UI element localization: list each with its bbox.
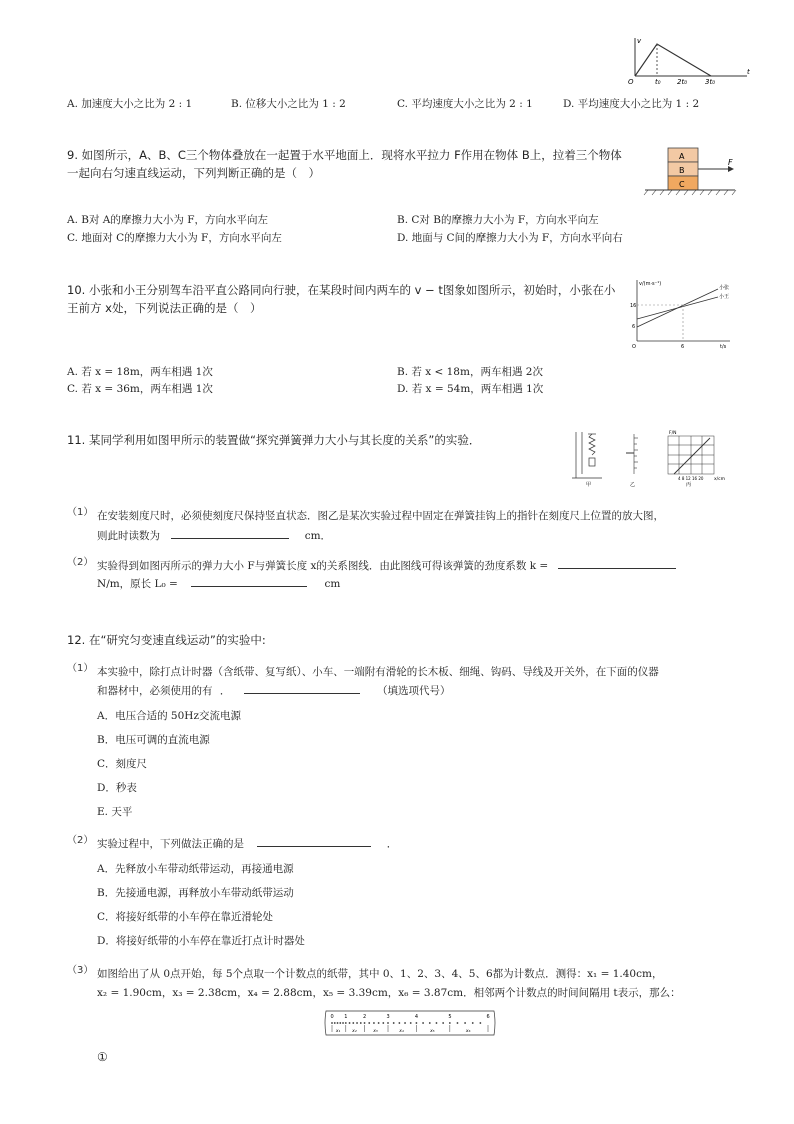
q9-option-b[interactable]: B. C对 B的摩擦力大小为 F，方向水平向左 bbox=[397, 214, 599, 226]
q10-xlabel: t/s bbox=[720, 344, 727, 350]
q12-sub2-option-d[interactable]: D．将接好纸带的小车停在靠近打点计时器处 bbox=[97, 935, 305, 947]
q8-axis-t: t bbox=[747, 68, 750, 76]
q11-sub1-number: （1） bbox=[67, 507, 94, 518]
q11-fn-label: F/N bbox=[669, 431, 677, 436]
q12-paper-tape bbox=[322, 1007, 498, 1039]
q12-sub1-number: （1） bbox=[67, 663, 94, 674]
tape-dot bbox=[339, 1022, 341, 1024]
tape-dot bbox=[334, 1022, 336, 1024]
q9-label-b: B bbox=[679, 166, 685, 175]
q11-stem: 11. 某同学利用如图甲所示的装置做“探究弹簧弹力大小与其长度的关系”的实验． bbox=[67, 433, 481, 447]
q8-tick1: t₀ bbox=[655, 78, 661, 84]
q11-k-answer-blank[interactable] bbox=[558, 556, 676, 569]
q12-sub2-option-a[interactable]: A．先释放小车带动纸带运动，再接通电源 bbox=[97, 863, 294, 875]
q12-sub3-line2: x₂ = 1.90cm，x₃ = 2.38cm，x₄ = 2.88cm，x₅ = 3.39cm，x₆ = 3.87cm．相邻两个计数点的时间间隔用 t表示，那么： bbox=[97, 987, 681, 999]
q10-line-xiaowang bbox=[637, 297, 718, 319]
tape-dot bbox=[345, 1022, 347, 1024]
q8-tick3: 3t₀ bbox=[705, 78, 716, 84]
q9-ground-hatch bbox=[644, 190, 736, 195]
q10-option-c[interactable]: C. 若 x = 36m，两车相遇 1次 bbox=[67, 383, 213, 395]
q9-option-c[interactable]: C. 地面对 C的摩擦力大小为 F，方向水平向左 bbox=[67, 232, 282, 244]
q12-sub1-line1: 本实验中，除打点计时器（含纸带、复写纸）、小车、一端附有滑轮的长木板、细绳、钩码、导线及开关外，在下面的仪器 bbox=[97, 666, 659, 678]
q9-blocks-figure bbox=[640, 145, 740, 200]
q12-sub3-number: （3） bbox=[67, 965, 94, 976]
tape-interval-label: x₂ bbox=[352, 1029, 357, 1034]
q12-sub2-answer-blank[interactable] bbox=[257, 834, 371, 847]
q11-sub2-line1 bbox=[97, 556, 676, 576]
q12-sub2-line: 实验过程中，下列做法正确的是 ． bbox=[97, 834, 397, 854]
tape-dot bbox=[429, 1022, 431, 1024]
q10-stem-line2: 王前方 x处，下列说法正确的是（ ） bbox=[67, 301, 262, 315]
q11-sub2-text: 实验得到如图丙所示的弹力大小 F与弹簧长度 x的关系图线．由此图线可得该弹簧的劲度系数 k = bbox=[97, 560, 549, 572]
tape-interval-label: x₄ bbox=[399, 1029, 404, 1034]
q11-label-yi: 乙 bbox=[630, 482, 636, 488]
q11-l0-answer-blank[interactable] bbox=[191, 574, 307, 587]
q10-ytick-16: 16 bbox=[630, 303, 637, 309]
q9-stem-line2: 一起向右匀速直线运动，下列判断正确的是（ ） bbox=[67, 166, 320, 180]
tape-dot bbox=[442, 1022, 444, 1024]
q10-option-a[interactable]: A. 若 x = 18m，两车相遇 1次 bbox=[67, 366, 213, 378]
q9-force-label: F bbox=[728, 158, 733, 167]
q12-sub1-option-a[interactable]: A．电压合适的 50Hz交流电源 bbox=[97, 710, 241, 722]
tape-dot bbox=[364, 1022, 366, 1024]
q11-sub1-unit: cm． bbox=[304, 530, 332, 542]
q10-origin: O bbox=[632, 344, 636, 350]
q12-sub1-text: 和器材中，必须使用的有 bbox=[97, 685, 213, 697]
tape-dot bbox=[410, 1022, 412, 1024]
q12-sub1-line2: 和器材中，必须使用的有 ． （填选项代号） bbox=[97, 681, 451, 701]
q11-label-jia: 甲 bbox=[586, 482, 592, 488]
tape-dot bbox=[356, 1022, 358, 1024]
tape-count-label: 0 bbox=[330, 1014, 334, 1020]
q10-legend-zhang: 小张 bbox=[719, 285, 730, 291]
q12-circled-one: ① bbox=[97, 1050, 108, 1064]
tape-interval-label: x₅ bbox=[430, 1029, 435, 1034]
q12-sub2-option-c[interactable]: C．将接好纸带的小车停在靠近滑轮处 bbox=[97, 911, 274, 923]
tape-interval-label: x₃ bbox=[373, 1029, 378, 1034]
q10-option-b[interactable]: B. 若 x < 18m，两车相遇 2次 bbox=[397, 366, 543, 378]
q10-stem-line1: 10. 小张和小王分别驾车沿平直公路同向行驶，在某段时间内两车的 v − t图象如图所示，初始时，小张在小 bbox=[67, 283, 616, 297]
q10-xtick-6: 6 bbox=[681, 344, 685, 350]
tape-dot bbox=[382, 1022, 384, 1024]
q8-vt-line bbox=[635, 44, 711, 76]
q11-sub2-unit: cm bbox=[324, 578, 341, 590]
q10-ylabel: v/(m·s⁻¹) bbox=[639, 281, 662, 287]
tape-dot bbox=[342, 1022, 344, 1024]
q8-origin: O bbox=[628, 78, 634, 84]
q8-vt-graph bbox=[625, 34, 755, 84]
tape-dot bbox=[352, 1022, 354, 1024]
q11-sub1-line1: 在安装刻度尺时，必须使刻度尺保持竖直状态．图乙是某次实验过程中固定在弹簧挂钩上的指针在刻度尺上位置的放大图， bbox=[97, 510, 664, 522]
q11-ruler-yi bbox=[626, 434, 638, 474]
tape-dot bbox=[387, 1022, 389, 1024]
q10-option-d[interactable]: D. 若 x = 54m，两车相遇 1次 bbox=[397, 383, 544, 395]
tape-dot bbox=[464, 1022, 466, 1024]
q11-xticks: 4 8 12 16 20 bbox=[678, 476, 704, 481]
q9-option-a[interactable]: A. B对 A的摩擦力大小为 F，方向水平向左 bbox=[67, 214, 269, 226]
q11-sub2-line2 bbox=[97, 574, 340, 594]
q12-sub1-option-d[interactable]: D．秒表 bbox=[97, 782, 137, 794]
q9-stem-line1: 9. 如图所示，A、B、C三个物体叠放在一起置于水平地面上．现将水平拉力 F作用在物体 B上，拉着三个物体 bbox=[67, 148, 622, 162]
q8-option-d[interactable]: D. 平均速度大小之比为 1 : 2 bbox=[563, 98, 700, 110]
q9-label-c: C bbox=[679, 180, 685, 189]
tape-dot bbox=[398, 1022, 400, 1024]
q9-option-d[interactable]: D. 地面与 C间的摩擦力大小为 F，方向水平向右 bbox=[397, 232, 623, 244]
q11-sub1-answer-blank[interactable] bbox=[171, 526, 289, 539]
q10-legend-wang: 小王 bbox=[719, 294, 730, 300]
tape-dot bbox=[404, 1022, 406, 1024]
q11-label-bing: 丙 bbox=[686, 482, 692, 488]
q12-sub1-answer-blank[interactable] bbox=[244, 681, 360, 694]
q11-figures bbox=[568, 428, 736, 488]
q12-sub2-number: （2） bbox=[67, 835, 94, 846]
q11-sub1-text: 则此时读数为 bbox=[97, 530, 160, 542]
tape-dot bbox=[449, 1022, 451, 1024]
tape-dot bbox=[378, 1022, 380, 1024]
tape-dot bbox=[422, 1022, 424, 1024]
tape-dot bbox=[331, 1022, 333, 1024]
q8-tick2: 2t₀ bbox=[677, 78, 688, 84]
q12-sub2-option-b[interactable]: B．先接通电源，再释放小车带动纸带运动 bbox=[97, 887, 294, 899]
q12-sub1-hint: （填选项代号） bbox=[377, 685, 451, 697]
q11-apparatus-jia bbox=[572, 432, 602, 478]
tape-dot bbox=[393, 1022, 395, 1024]
tape-dot bbox=[479, 1022, 481, 1024]
tape-dot bbox=[349, 1022, 351, 1024]
q8-option-a[interactable]: A. 加速度大小之比为 2 : 1 bbox=[67, 98, 193, 110]
tape-dot bbox=[472, 1022, 474, 1024]
tape-dot bbox=[373, 1022, 375, 1024]
q12-sub3-line1: 如图给出了从 0点开始，每 5个点取一个计数点的纸带，其中 0、1、2、3、4、5、6都为计数点．测得：x₁ = 1.40cm， bbox=[97, 968, 663, 980]
tape-count-label: 5 bbox=[448, 1014, 452, 1020]
tape-count-label: 6 bbox=[486, 1014, 490, 1020]
tape-interval-label: x₆ bbox=[465, 1029, 471, 1034]
tape-count-label: 4 bbox=[414, 1014, 419, 1020]
tape-dot bbox=[457, 1022, 459, 1024]
q11-xunit: x/cm bbox=[714, 477, 726, 482]
tape-interval-label: x₁ bbox=[335, 1029, 341, 1034]
tape-dot bbox=[416, 1022, 418, 1024]
tape-count-label: 1 bbox=[344, 1014, 348, 1020]
q12-sub1-option-b[interactable]: B．电压可调的直流电源 bbox=[97, 734, 210, 746]
q11-sub1-line2 bbox=[97, 526, 331, 546]
q11-graph-bing bbox=[668, 436, 714, 474]
q12-sub2-text: 实验过程中，下列做法正确的是 bbox=[97, 838, 244, 850]
q8-option-b[interactable]: B. 位移大小之比为 1 : 2 bbox=[231, 98, 346, 110]
q12-sub1-option-e[interactable]: E. 天平 bbox=[97, 806, 133, 818]
tape-dot bbox=[337, 1022, 339, 1024]
q8-option-c[interactable]: C. 平均速度大小之比为 2 : 1 bbox=[397, 98, 533, 110]
q8-axis-v: v bbox=[637, 37, 642, 45]
tape-count-label: 3 bbox=[386, 1014, 390, 1020]
q10-vt-graph bbox=[622, 275, 734, 350]
q12-sub1-option-c[interactable]: C．刻度尺 bbox=[97, 758, 148, 770]
q12-stem: 12. 在“研究匀变速直线运动”的实验中: bbox=[67, 633, 266, 647]
q11-sub2-number: （2） bbox=[67, 557, 94, 568]
tape-dot bbox=[368, 1022, 370, 1024]
tape-dot bbox=[436, 1022, 438, 1024]
q11-sub2-text2: N/m，原长 L₀ = bbox=[97, 578, 178, 590]
tape-count-label: 2 bbox=[363, 1014, 367, 1020]
tape-dot bbox=[360, 1022, 362, 1024]
q10-ytick-6: 6 bbox=[632, 324, 636, 330]
q9-label-a: A bbox=[679, 152, 685, 161]
